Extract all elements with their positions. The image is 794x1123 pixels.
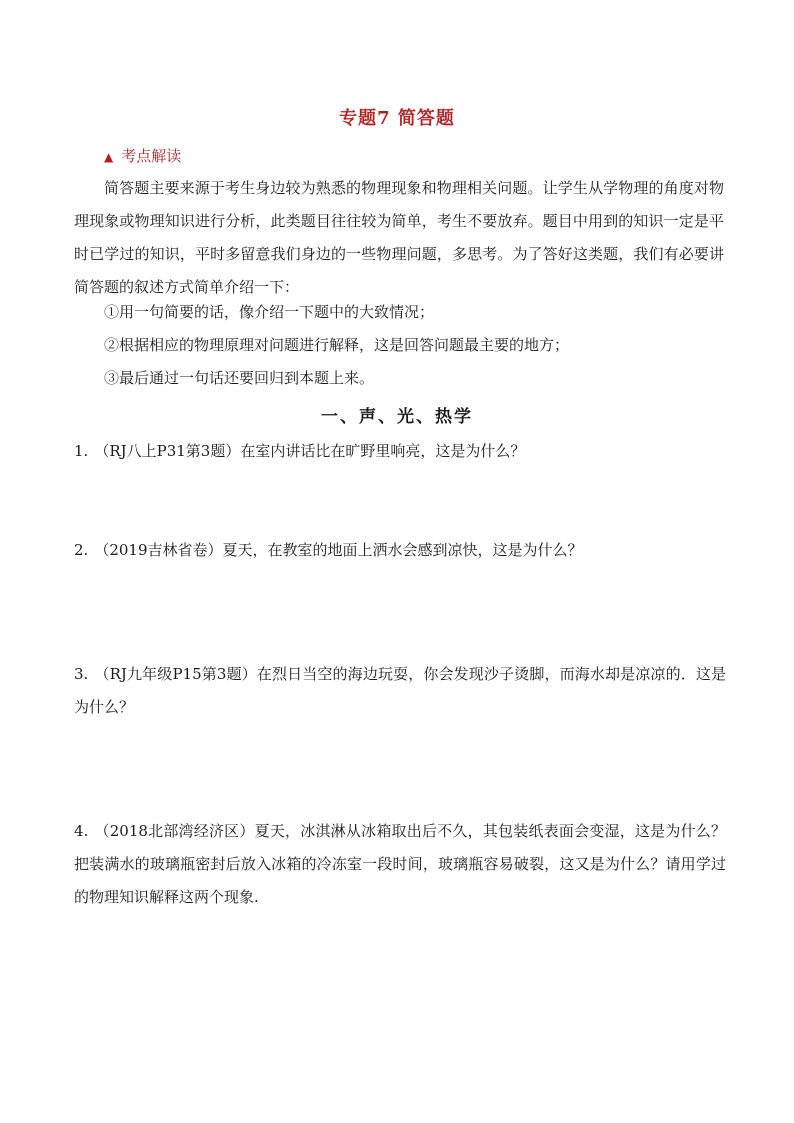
question-number: 3. (74, 665, 89, 683)
question-text: （2019吉林省卷）夏天，在教室的地面上洒水会感到凉快，这是为什么？ (94, 541, 583, 559)
point-item: ②根据相应的物理原理对问题进行解释，这是回答问题最主要的地方； (104, 336, 570, 354)
triangle-marker-icon: ▲ (104, 150, 114, 164)
section-tag-label: 考点解读 (121, 147, 182, 165)
question-text: （RJ八上P31第3题）在室内讲话比在旷野里响亮，这是为什么？ (94, 442, 526, 460)
question-number: 2. (74, 541, 89, 559)
question-item (74, 815, 726, 914)
section-tag (104, 145, 181, 166)
intro-text: 简答题主要来源于考生身边较为熟悉的物理现象和物理相关问题。让学生从学物理的角度对物理现象或物理知识进行分析，此类题目往往较为简单，考生不要放弃。题目中用到的知识一定是平时已学过的知识，平时多留意我们身边的一些物理问题，多思考。为了答好这类题，我们有必要讲简答题的叙述方式简单介绍一下： (74, 179, 724, 296)
page-title: 专题7 简答题 (339, 108, 455, 129)
question-text: （2018北部湾经济区）夏天，冰淇淋从冰箱取出后不久，其包装纸表面会变湿，这是为什么？把装满水的玻璃瓶密封后放入冰箱的冷冻室一段时间，玻璃瓶容易破裂，这又是为什么？请用学过的物理知识解释这两个现象. (74, 822, 726, 906)
question-number: 4. (74, 822, 89, 840)
point-item: ③最后通过一句话还要回归到本题上来。 (104, 369, 375, 387)
question-item (74, 534, 726, 567)
question-item (74, 658, 726, 724)
question-item (74, 435, 726, 468)
question-text: （RJ九年级P15第3题）在烈日当空的海边玩耍，你会发现沙子烫脚，而海水却是凉凉的．这是为什么？ (74, 665, 726, 716)
point-item: ①用一句简要的话，像介绍一下题中的大致情况； (104, 303, 435, 321)
question-number: 1. (74, 442, 89, 460)
section-subheading: 一、声、光、热学 (321, 407, 473, 427)
intro-paragraph (74, 172, 724, 304)
